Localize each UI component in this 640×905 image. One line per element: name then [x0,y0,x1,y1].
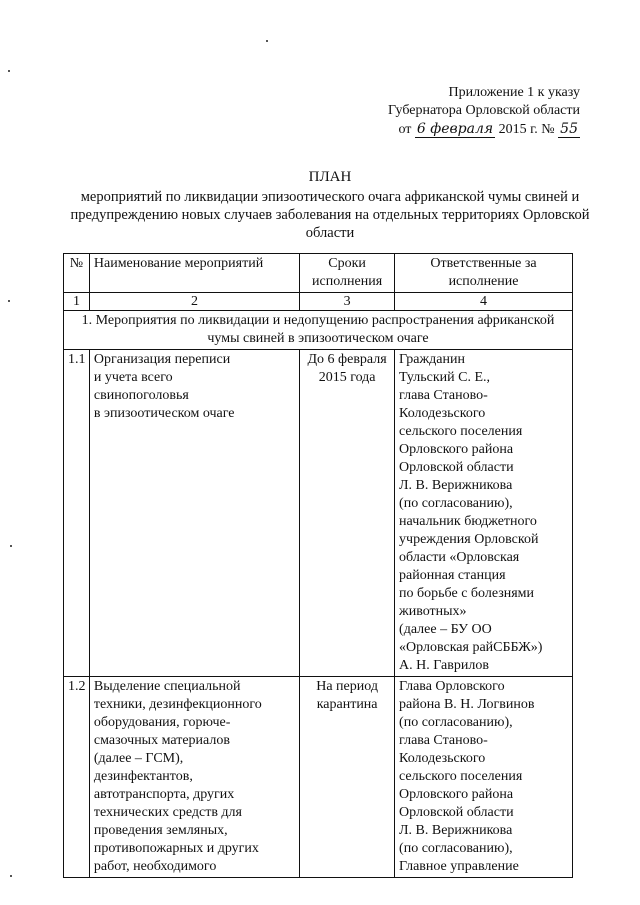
scan-speck [8,300,10,302]
header-name: Наименование мероприятий [89,254,299,293]
header-responsible: Ответственные за исполнение [395,254,573,293]
section-row [64,311,573,350]
appendix-line-2: Губернатора Орловской области [387,103,580,118]
table-row [64,677,573,878]
header-term: Сроки исполнения [300,254,395,293]
appendix-year: 2015 г. № [498,122,555,137]
plan-heading: ПЛАН [308,169,352,185]
section-heading: 1. Мероприятия по ликвидации и недопущению распространения африканской чумы свиней в эпизоотическом очаге [64,311,573,350]
column-number-row [64,293,573,311]
appendix-note [340,84,580,139]
scan-speck [8,70,10,72]
row-responsible: Гражданин Тульский С. Е., глава Станово- Колодезьского сельского поселения Орловского района Орловской области Л. В. Верижникова (по согласованию), начальник бюджетного учреждения Орловской области «Орловская районная станция по борьбе с болезнями животных» (далее – БУ ОО «Орловская райСББЖ») А. Н. Гаврилов [395,350,573,677]
row-number: 1.2 [64,677,90,878]
col-num-2: 2 [89,293,299,311]
row-responsible: Глава Орловского района В. Н. Логвинов (по согласованию), глава Станово- Колодезьского сельского поселения Орловского района Орловской области Л. В. Верижникова (по согласованию), Главное управление [395,677,573,878]
table-row [64,350,573,677]
handwritten-date: 6 февраля [416,121,494,137]
header-number: № [64,254,90,293]
col-num-1: 1 [64,293,90,311]
scan-speck [10,875,12,877]
appendix-line-1: Приложение 1 к указу [448,85,580,100]
row-name: Выделение специальной техники, дезинфекционного оборудования, горюче- смазочных материалов (далее – ГСМ), дезинфектантов, автотранспорта, других технических средств для проведения земляных, противопожарных и других работ, необходимого [89,677,299,878]
row-term: До 6 февраля 2015 года [300,350,395,677]
row-name: Организация переписи и учета всего свинопоголовья в эпизоотическом очаге [89,350,299,677]
scan-speck [10,545,12,547]
scan-speck [266,40,268,42]
handwritten-number: 55 [560,121,578,137]
row-number: 1.1 [64,350,90,677]
col-num-4: 4 [395,293,573,311]
appendix-line-3 [340,120,580,139]
col-num-3: 3 [300,293,395,311]
plan-table [63,253,573,878]
table-header-row [64,254,573,293]
row-term: На период карантина [300,677,395,878]
document-title [60,168,600,242]
appendix-from: от [398,122,412,137]
plan-subtitle: мероприятий по ликвидации эпизоотического очага африканской чумы свиней и предупреждению новых случаев заболевания на отдельных территориях Орловской области [70,189,590,241]
